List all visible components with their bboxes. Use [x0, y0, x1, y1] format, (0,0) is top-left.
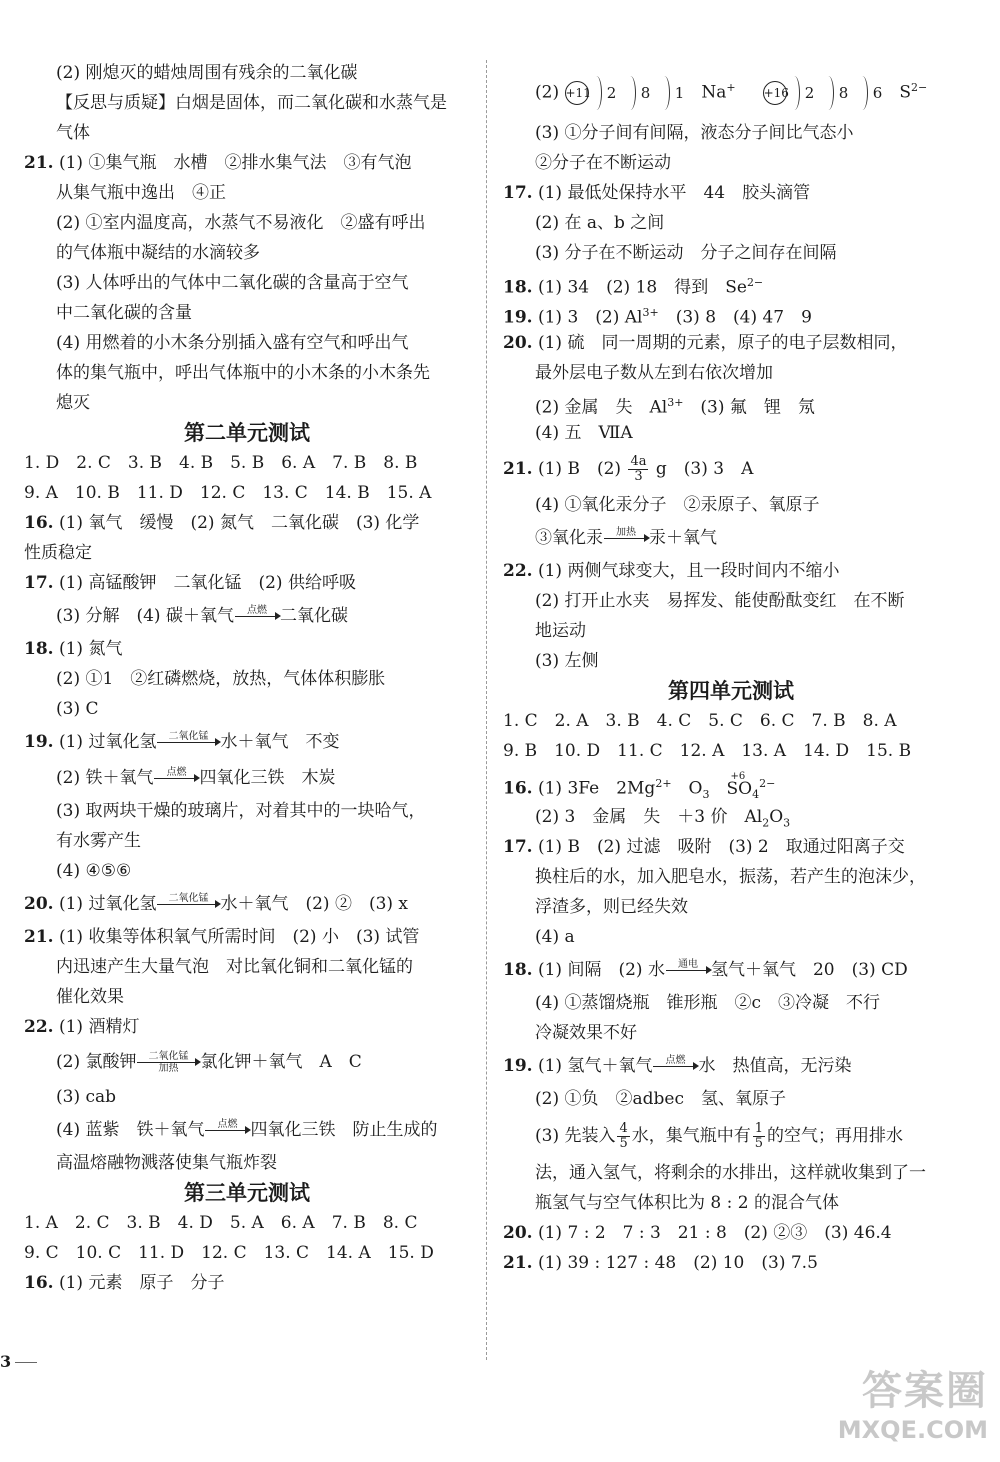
reaction-arrow — [154, 767, 198, 779]
answer-line: (4) ①蒸馏烧瓶 锥形瓶 ②c ③冷凝 不行 — [535, 993, 881, 1013]
answer-text: 水＋氧气 不变 — [220, 732, 340, 752]
question-number: 16. — [24, 1273, 54, 1293]
answer-text: 氯化钾＋氧气 A C — [200, 1052, 362, 1072]
answer-line: (2) 打开止水夹 易挥发、能使酚酞变红 在不断 — [535, 591, 905, 611]
ion-charge: 2− — [759, 777, 776, 790]
answer-text: (1) 39 : 127 : 48 (2) 10 (3) 7.5 — [537, 1253, 818, 1273]
answer-text: (1) 过氧化氢 — [58, 894, 157, 914]
question-18 — [503, 268, 959, 298]
question-16 — [24, 1268, 470, 1298]
sulfur-atom-diagram — [763, 63, 889, 123]
answer-line: (3) ①分子间有间隔，液态分子间比气态小 — [535, 123, 854, 143]
answer-text: ③氧化汞 — [535, 528, 603, 548]
numerator: 4a — [630, 454, 647, 469]
reaction-arrow — [235, 605, 279, 617]
fraction — [628, 455, 648, 484]
answer-text: g (3) 3 A — [655, 459, 754, 479]
equation-line — [503, 520, 959, 556]
answer-text: (1) 7 : 2 7 : 3 21 : 8 (2) ②③ (3) 46.4 — [537, 1223, 892, 1243]
question-18 — [503, 952, 959, 988]
equation-line — [24, 598, 470, 634]
mc-answers-row: 9. C 10. C 11. D 12. C 13. C 14. A 15. D — [24, 1243, 434, 1263]
question-20 — [503, 1218, 959, 1248]
answer-line: (2) 在 a、b 之间 — [535, 213, 665, 233]
question-number: 19. — [503, 307, 533, 328]
answer-text: (2) 铁＋氧气 — [56, 768, 154, 788]
answer-text: (1) 34 (2) 18 得到 Se — [537, 277, 747, 298]
denominator: 5 — [754, 1136, 764, 1151]
answer-text: (3) 分解 (4) 碳＋氧气 — [56, 606, 234, 626]
nucleus-circle: +16 — [763, 81, 787, 105]
ion-symbol: Na — [701, 82, 727, 103]
answer-text: (1) 酒精灯 — [58, 1017, 140, 1037]
reaction-arrow — [137, 1051, 199, 1074]
reaction-arrow — [157, 893, 219, 905]
answer-line: (4) 五 ⅦA — [535, 423, 633, 443]
watermark-url: MXQE.COM — [837, 1416, 988, 1444]
question-21 — [24, 148, 470, 178]
answer-line: (2) 刚熄灭的蜡烛周围有残余的二氧化碳 — [56, 63, 358, 83]
reaction-condition: 加热 — [158, 1063, 179, 1074]
answer-text: (1) 间隔 (2) 水 — [537, 960, 665, 980]
reaction-condition: 点燃 — [246, 604, 267, 616]
question-number: 17. — [503, 183, 533, 203]
section-title-unit-4: 第四单元测试 — [668, 679, 794, 703]
answer-line: (3) 取两块干燥的玻璃片，对着其中的一块哈气， — [56, 801, 426, 821]
answer-text: (1) 氢气＋氧气 — [537, 1056, 653, 1076]
formula-subscript: 3 — [783, 816, 791, 830]
answer-line: 地运动 — [535, 621, 586, 641]
answer-text: 水 热值高，无污染 — [698, 1056, 852, 1076]
reaction-condition: 点燃 — [217, 1118, 238, 1130]
answer-line: (4) 用燃着的小木条分别插入盛有空气和呼出气 — [56, 333, 409, 353]
answer-text: 水，集气瓶中有 — [631, 1126, 751, 1146]
question-number: 16. — [503, 778, 533, 799]
atom-structure-line — [503, 58, 959, 118]
question-number: 21. — [24, 927, 54, 947]
answer-line: 换柱后的水，加入肥皂水，振荡，若产生的泡沫少， — [535, 867, 926, 887]
mc-answers-row: 1. A 2. C 3. B 4. D 5. A 6. A 7. B 8. C — [24, 1213, 418, 1233]
question-17 — [503, 178, 959, 208]
question-number: 16. — [24, 513, 54, 533]
answer-line: 熄灭 — [56, 393, 90, 413]
electron-shell: 2 — [804, 84, 815, 103]
ion-charge: 2+ — [655, 777, 672, 790]
answer-line — [503, 1114, 959, 1158]
numerator: 4 — [619, 1121, 628, 1136]
equation-line — [24, 760, 470, 796]
formula-subscript: 4 — [752, 788, 760, 802]
answer-text: 四氧化三铁 木炭 — [199, 768, 336, 788]
answer-text: 二氧化碳 — [279, 606, 348, 626]
fraction — [617, 1122, 629, 1151]
answer-line: 瓶氢气与空气体积比为 8 : 2 的混合气体 — [535, 1193, 839, 1213]
answer-text: (1) 3Fe 2Mg — [537, 778, 656, 799]
question-number: 17. — [24, 573, 54, 593]
answer-text: (1) 收集等体积氧气所需时间 (2) 小 (3) 试管 — [58, 927, 420, 947]
answer-line: 高温熔融物溅落使集气瓶炸裂 — [56, 1153, 277, 1173]
answer-line: (4) ④⑤⑥ — [56, 861, 132, 881]
formula-subscript: 3 — [702, 788, 710, 802]
question-number: 19. — [24, 732, 54, 752]
numerator: 1 — [754, 1121, 764, 1136]
valence-formula — [726, 771, 752, 807]
answer-text: 水＋氧气 (2) ② (3) x — [220, 894, 409, 914]
electron-shell: 2 — [606, 84, 617, 103]
question-16 — [24, 508, 470, 538]
fraction — [753, 1122, 765, 1151]
answer-line: (3) cab — [56, 1087, 117, 1107]
ion-charge: 3+ — [667, 396, 684, 409]
reaction-condition: 二氧化锰 — [168, 892, 209, 904]
answer-line: (3) 左侧 — [535, 651, 599, 671]
answer-line: 内迅速产生大量气泡 对比氧化铜和二氧化锰的 — [56, 957, 413, 977]
answer-line: 中二氧化碳的含量 — [56, 303, 192, 323]
reaction-arrow — [653, 1055, 697, 1067]
answer-line: 气体 — [56, 123, 90, 143]
answer-line: 【反思与质疑】白烟是固体，而二氧化碳和水蒸气是 — [56, 93, 447, 113]
reaction-condition: 通电 — [677, 958, 698, 970]
question-17 — [24, 568, 470, 598]
answer-text: (2) 金属 失 Al — [535, 397, 668, 418]
answer-text: (2) — [535, 82, 560, 103]
reaction-condition: 点燃 — [665, 1054, 686, 1066]
question-number: 19. — [503, 1056, 533, 1076]
answer-text: (1) 过氧化氢 — [58, 732, 157, 752]
answer-text: (2) 3 金属 失 ＋3 价 Al — [535, 807, 763, 827]
answer-line: 最外层电子数从左到右依次增加 — [535, 363, 773, 383]
ion-symbol: S — [899, 82, 912, 103]
sodium-atom-diagram — [565, 63, 691, 123]
answer-text: (3) 先装入 — [535, 1126, 616, 1146]
question-20 — [24, 886, 470, 922]
answer-text: (1) 3 (2) Al — [537, 307, 643, 328]
question-20 — [503, 328, 959, 358]
watermark — [838, 1359, 988, 1444]
ion-charge: 3+ — [642, 306, 659, 319]
denominator: 5 — [619, 1136, 628, 1151]
mc-answers-row: 9. A 10. B 11. D 12. C 13. C 14. B 15. A — [24, 483, 432, 503]
answer-line: (2) ①1 ②红磷燃烧，放热，气体体积膨胀 — [56, 669, 386, 689]
reaction-arrow — [666, 959, 710, 971]
answer-text: (1) 硫 同一周期的元素，原子的电子层数相同， — [537, 333, 908, 353]
electron-shell: 8 — [838, 84, 849, 103]
answer-line: 的气体瓶中凝结的水滴较多 — [56, 243, 260, 263]
answer-text: (1) 氮气 — [58, 639, 123, 659]
answer-line: 性质稳定 — [24, 543, 92, 563]
column-divider — [486, 60, 487, 1360]
question-19 — [24, 724, 470, 760]
answer-line: (3) 分子在不断运动 分子之间存在间隔 — [535, 243, 837, 263]
ion-charge: + — [726, 81, 736, 94]
question-22 — [503, 556, 959, 586]
answer-text: (1) B (2) — [537, 459, 622, 479]
formula-text: O — [688, 778, 703, 799]
question-number: 20. — [503, 1223, 533, 1243]
question-number: 21. — [503, 1253, 533, 1273]
section-title-unit-3: 第三单元测试 — [184, 1181, 310, 1205]
answer-text: (1) 最低处保持水平 44 胶头滴管 — [537, 183, 811, 203]
equation-line — [24, 1112, 470, 1148]
answer-text: (1) ①集气瓶 水槽 ②排水集气法 ③有气泡 — [58, 153, 412, 173]
answer-text: 四氧化三铁 防止生成的 — [250, 1120, 438, 1140]
answer-text: (1) B (2) 过滤 吸附 (3) 2 取通过阳离子交 — [537, 837, 905, 857]
left-column — [24, 58, 470, 1298]
answer-text: 的空气；再用排水 — [767, 1126, 904, 1146]
question-number: 22. — [24, 1017, 54, 1037]
watermark-brand: 答案圈 — [862, 1368, 988, 1414]
answer-line: 冷凝效果不好 — [535, 1023, 637, 1043]
electron-shell: 1 — [674, 84, 685, 103]
answer-text: 汞＋氧气 — [649, 528, 717, 548]
reaction-arrow — [205, 1119, 249, 1131]
section-title-unit-2: 第二单元测试 — [184, 421, 310, 445]
question-22 — [24, 1012, 470, 1042]
answer-text: (1) 氧气 缓慢 (2) 氮气 二氧化碳 (3) 化学 — [58, 513, 420, 533]
mc-answers-row: 9. B 10. D 11. C 12. A 13. A 14. D 15. B — [503, 741, 912, 761]
question-16 — [503, 766, 959, 802]
question-number: 18. — [503, 960, 533, 980]
question-21 — [503, 448, 959, 490]
answer-text: (1) 高锰酸钾 二氧化锰 (2) 供给呼吸 — [58, 573, 356, 593]
question-number: 21. — [503, 459, 533, 479]
page-number-text: 3 — [0, 1352, 12, 1371]
reaction-arrow — [157, 731, 219, 743]
nucleus-circle: +11 — [565, 81, 589, 105]
answer-text: (2) 氯酸钾 — [56, 1052, 137, 1072]
answer-line — [503, 388, 959, 418]
reaction-arrow — [604, 527, 648, 539]
reaction-condition: 二氧化锰 — [168, 730, 209, 742]
answer-line: (4) a — [535, 927, 575, 947]
question-19 — [503, 298, 959, 328]
electron-shell: 6 — [872, 84, 883, 103]
answer-text: 氢气＋氧气 20 (3) CD — [710, 960, 908, 980]
formula-text: SO — [726, 778, 753, 799]
electron-shell: 8 — [640, 84, 651, 103]
ion-charge: 2− — [911, 81, 928, 94]
answer-line: 从集气瓶中逸出 ④正 — [56, 183, 226, 203]
answer-text: (1) 两侧气球变大，且一段时间内不缩小 — [537, 561, 840, 581]
question-number: 20. — [24, 894, 54, 914]
answer-text: (1) 元素 原子 分子 — [58, 1273, 225, 1293]
question-number: 22. — [503, 561, 533, 581]
answer-line: (4) ①氧化汞分子 ②汞原子、氧原子 — [535, 495, 820, 515]
answer-line: 法，通入氢气，将剩余的水排出，这样就收集到了一 — [535, 1163, 926, 1183]
answer-text: (3) 8 (4) 47 9 — [675, 307, 812, 328]
answer-line: ②分子在不断运动 — [535, 153, 671, 173]
denominator: 3 — [634, 469, 643, 484]
right-column — [503, 58, 959, 1278]
question-19 — [503, 1048, 959, 1084]
answer-line: (3) C — [56, 699, 99, 719]
formula-text: O — [769, 807, 784, 827]
answer-line: 浮渣多，则已经失效 — [535, 897, 688, 917]
question-21 — [503, 1248, 959, 1278]
answer-line: (2) ①室内温度高，水蒸气不易液化 ②盛有呼出 — [56, 213, 426, 233]
mc-answers-row: 1. C 2. A 3. B 4. C 5. C 6. C 7. B 8. A — [503, 711, 897, 731]
ion-charge: 2− — [746, 276, 764, 289]
question-17 — [503, 832, 959, 862]
page-number — [0, 1352, 37, 1371]
question-21 — [24, 922, 470, 952]
formula-subscript: 2 — [762, 816, 770, 830]
mc-answers-row: 1. D 2. C 3. B 4. B 5. B 6. A 7. B 8. B — [24, 453, 418, 473]
question-number: 18. — [503, 277, 533, 298]
reaction-condition: 二氧化锰 — [148, 1051, 189, 1062]
answer-line: 催化效果 — [56, 987, 124, 1007]
question-18 — [24, 634, 470, 664]
question-number: 18. — [24, 639, 54, 659]
answer-line: (2) ①负 ②adbec 氢、氧原子 — [535, 1089, 786, 1109]
reaction-condition: 点燃 — [166, 766, 187, 778]
valence-mark: +6 — [730, 770, 746, 782]
answer-text: (3) 氟 锂 氖 — [700, 397, 815, 418]
equation-line — [24, 1042, 470, 1082]
question-number: 21. — [24, 153, 54, 173]
answer-line: 有水雾产生 — [56, 831, 141, 851]
question-number: 17. — [503, 837, 533, 857]
reaction-condition: 加热 — [616, 526, 636, 538]
answer-text: (4) 蓝紫 铁＋氧气 — [56, 1120, 205, 1140]
answer-line: 体的集气瓶中，呼出气体瓶中的小木条的小木条先 — [56, 363, 430, 383]
question-number: 20. — [503, 333, 533, 353]
answer-line: (3) 人体呼出的气体中二氧化碳的含量高于空气 — [56, 273, 409, 293]
